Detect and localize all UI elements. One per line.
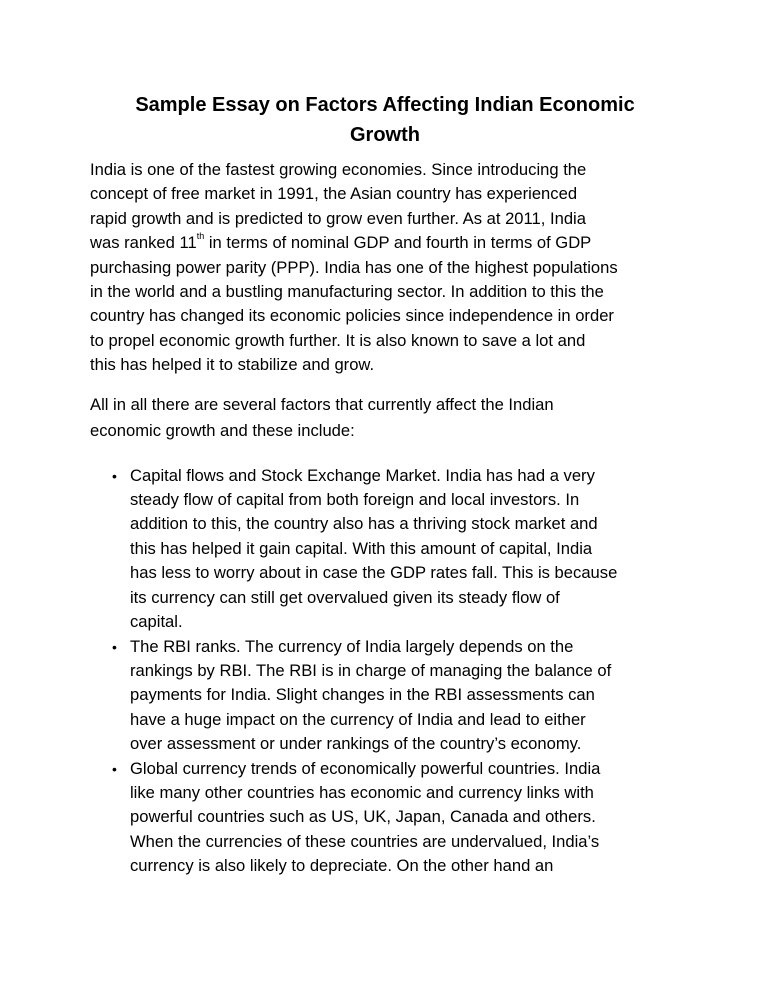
intro-line: to propel economic growth further. It is also known to save a lot and [90,330,586,350]
intro-line: India is one of the fastest growing economies. Since introducing the [90,160,587,179]
intro-line: country has changed its economic policies since independence in order [90,306,614,326]
bullet-line: steady flow of capital from both foreign and local investors. In [130,490,580,510]
factors-intro-line: All in all there are several factors that currently affect the Indian [90,394,554,414]
factors-bullet-list [90,464,680,879]
intro-line: concept of free market in 1991, the Asian country has experienced [90,184,578,204]
bullet-dot-icon: • [112,760,117,777]
intro-line: this has helped it to stabilize and grow. [90,355,375,375]
bullet-line: When the currencies of these countries are undervalued, India’s [130,831,600,851]
bullet-item-capital-flows [90,464,680,635]
bullet-line: rankings by RBI. The RBI is in charge of managing the balance of [130,660,612,680]
intro-line-ranked [90,231,680,255]
bullet-item-rbi-ranks [90,635,680,757]
essay-title [90,90,680,150]
bullet-line: currency is also likely to depreciate. On the other hand an [130,856,554,876]
bullet-item-global-currency-trends [90,757,680,879]
bullet-line: its currency can still get overvalued given its steady flow of [130,587,560,607]
bullet-line: The RBI ranks. The currency of India largely depends on the [130,636,574,656]
ranked-text-after: in terms of nominal GDP and fourth in terms of GDP [204,233,592,253]
intro-paragraph [90,158,680,378]
document-page [90,90,680,879]
bullet-line: has less to worry about in case the GDP rates fall. This is because [130,563,618,583]
bullet-line: this has helped it gain capital. With this amount of capital, India [130,538,593,558]
intro-line: in the world and a bustling manufacturing sector. In addition to this the [90,282,604,302]
bullet-line: payments for India. Slight changes in the RBI assessments can [130,685,595,705]
bullet-line: powerful countries such as US, UK, Japan, Canada and others. [130,807,596,827]
factors-intro-paragraph [90,392,680,444]
essay-title-line-1: Sample Essay on Factors Affecting Indian Economic [135,94,635,116]
factors-intro-line: economic growth and these include: [90,420,355,440]
bullet-line: Global currency trends of economically powerful countries. India [130,758,601,778]
intro-line: purchasing power parity (PPP). India has one of the highest populations [90,257,618,277]
bullet-dot-icon: • [112,638,117,655]
essay-title-line-2: Growth [350,124,420,146]
bullet-line: Capital flows and Stock Exchange Market. India has had a very [130,465,595,485]
bullet-line: have a huge impact on the currency of India and lead to either [130,709,586,729]
bullet-line: over assessment or under rankings of the country’s economy. [130,734,582,754]
bullet-line: addition to this, the country also has a thriving stock market and [130,514,598,534]
ordinal-superscript: th [196,231,205,242]
intro-line: rapid growth and is predicted to grow even further. As at 2011, India [90,208,586,228]
bullet-line: capital. [130,612,183,632]
ranked-text-before: was ranked 11 [90,233,197,253]
bullet-dot-icon: • [112,467,117,484]
bullet-line: like many other countries has economic and currency links with [130,782,594,802]
